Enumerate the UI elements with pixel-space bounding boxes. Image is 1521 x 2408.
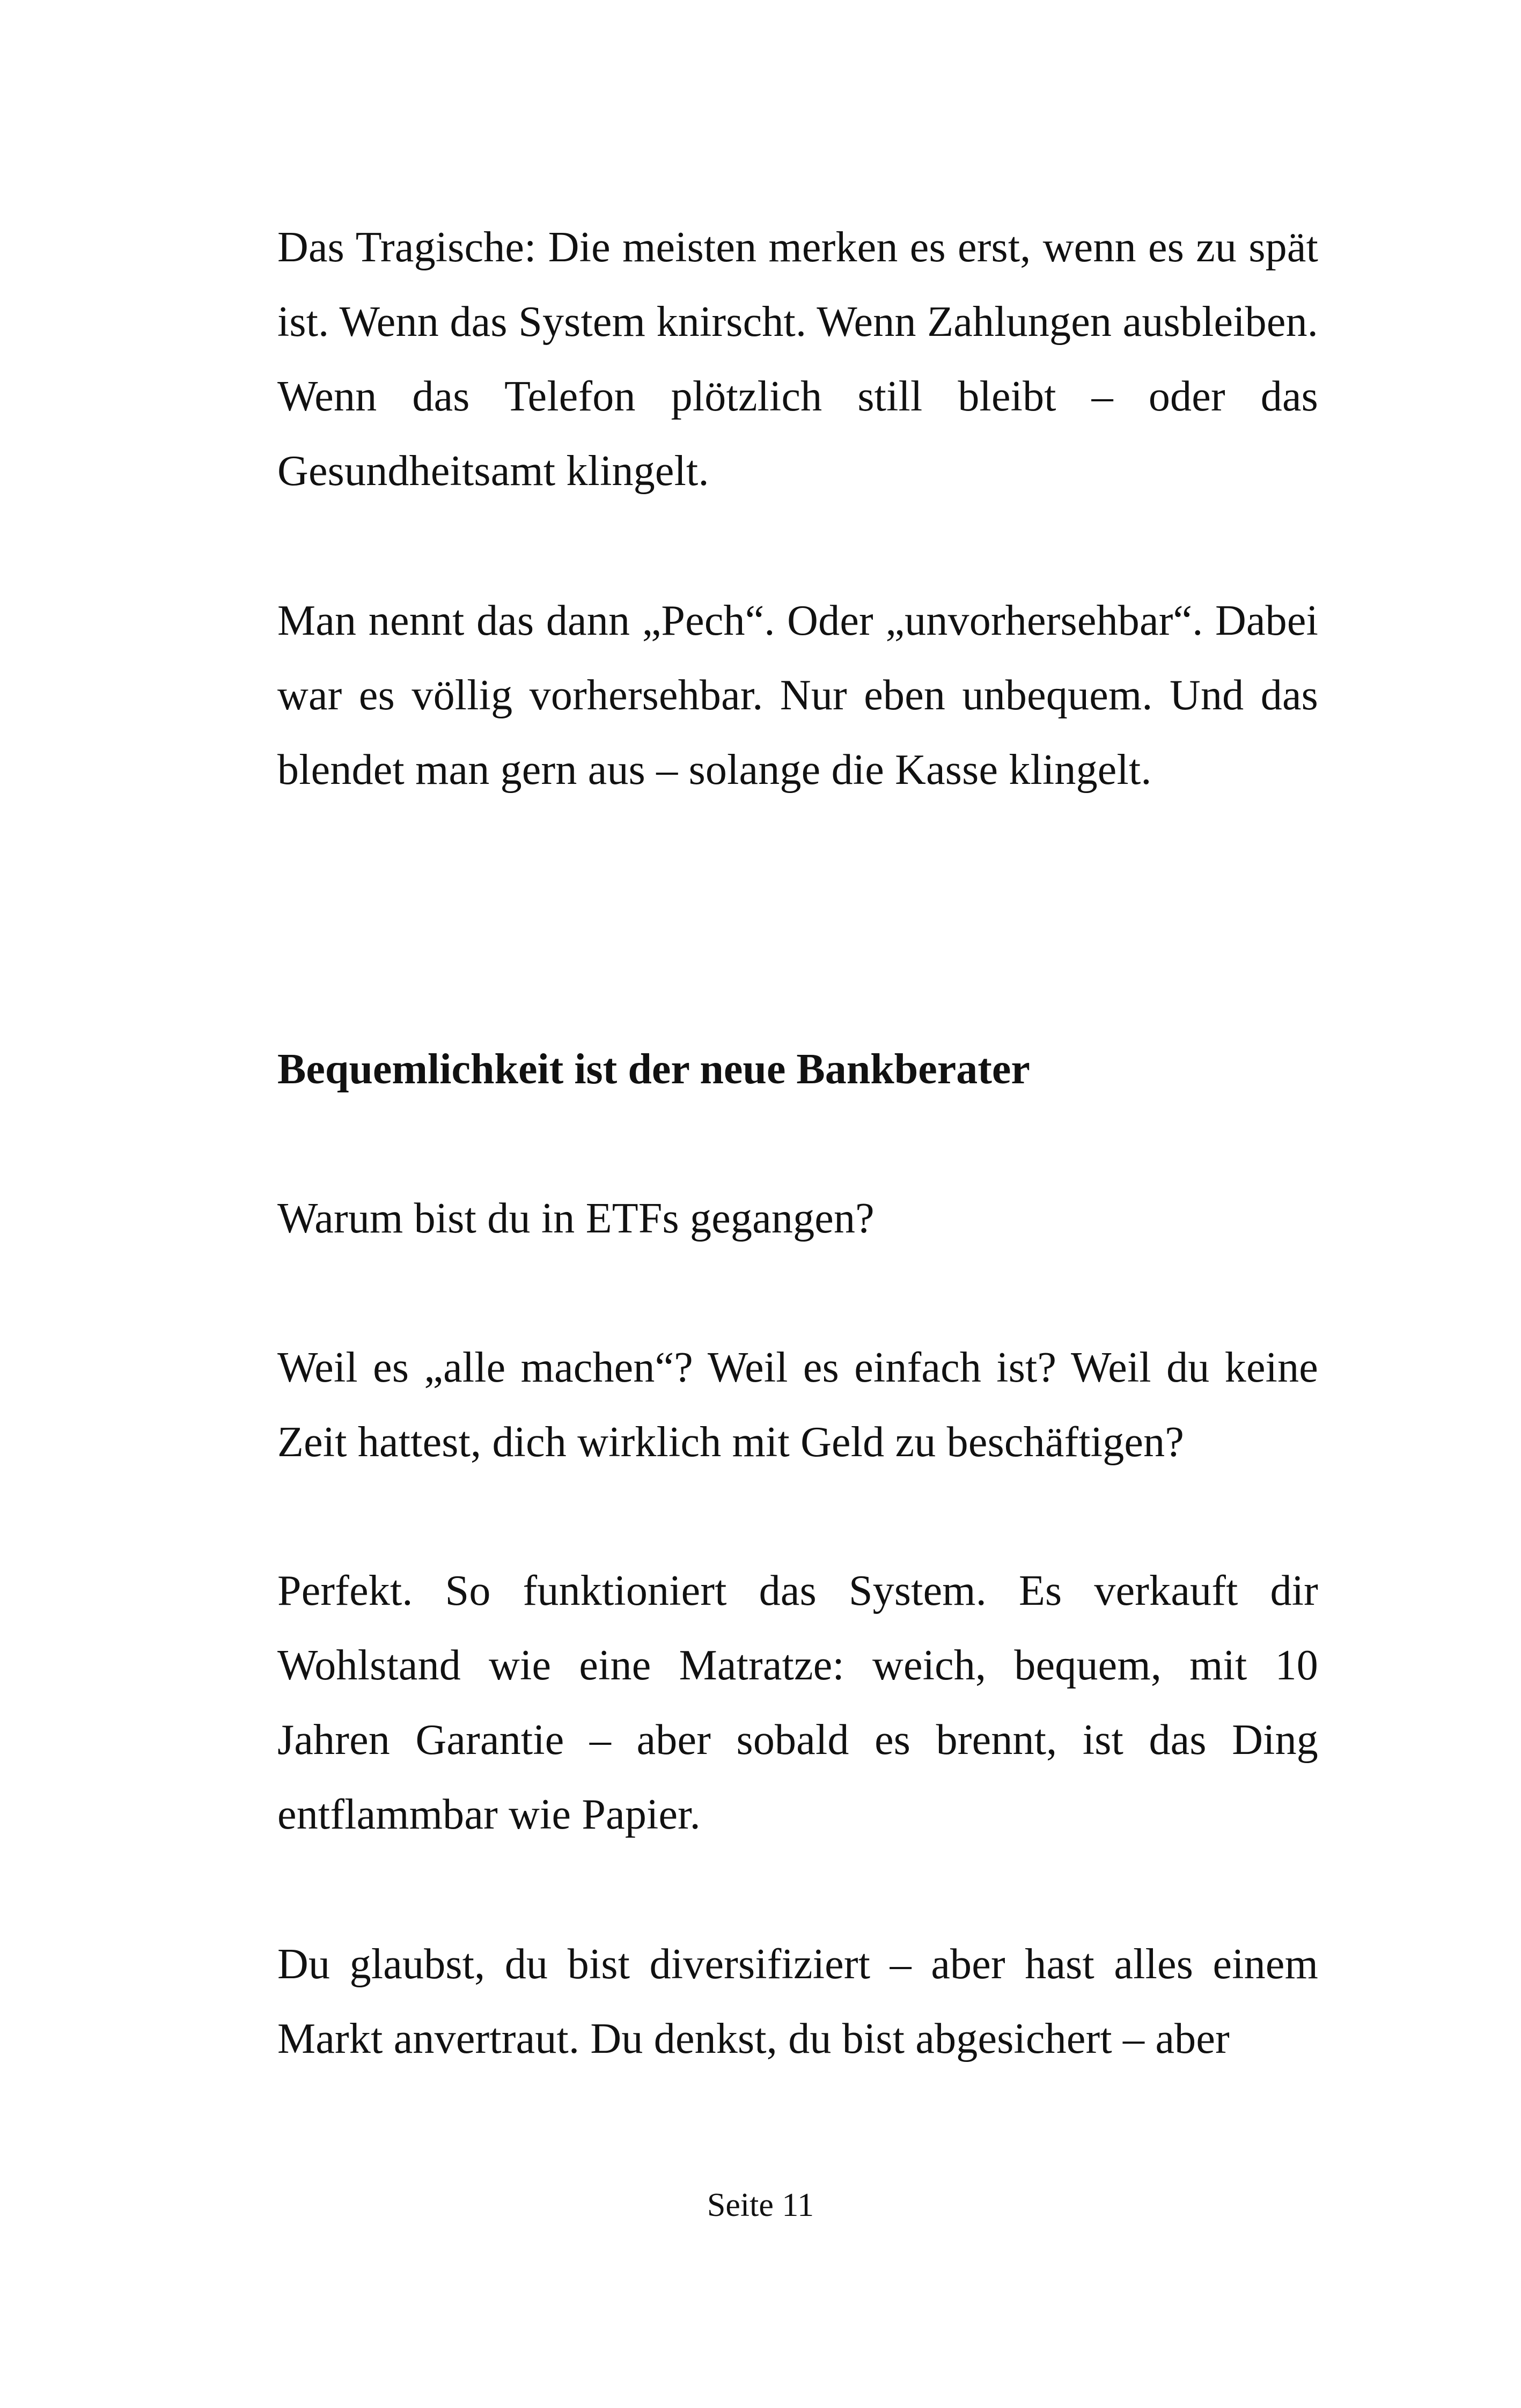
section-heading: Bequemlichkeit ist der neue Bankberater [277, 1046, 1030, 1093]
paragraph-reasons: Weil es „alle machen“? Weil es einfach ist? Weil du keine Zeit hattest, dich wirklich mit Geld zu beschäftigen? [277, 1344, 1318, 1466]
page-number: Seite 11 [707, 2187, 814, 2223]
paragraph-diversified: Du glaubst, du bist diversifiziert – aber hast alles einem Markt anvertraut. Du denkst, du bist abgesichert – aber [277, 1941, 1318, 2062]
paragraph-tragic: Das Tragische: Die meisten merken es erst, wenn es zu spät ist. Wenn das System knirscht. Wenn Zahlungen ausbleiben. Wenn das Telefon plötzlich still bleibt – oder das Gesundheitsamt klingelt. [277, 224, 1318, 495]
paragraph-question-etf: Warum bist du in ETFs gegangen? [277, 1195, 875, 1242]
paragraph-pech: Man nennt das dann „Pech“. Oder „unvorhersehbar“. Dabei war es völlig vorhersehbar. Nur eben unbequem. Und das blendet man gern aus – solange die Kasse klingelt. [277, 597, 1318, 794]
paragraph-system: Perfekt. So funktioniert das System. Es verkauft dir Wohlstand wie eine Matratze: weich, bequem, mit 10 Jahren Garantie – aber sobald es brennt, ist das Ding entflammbar wie Papier. [277, 1567, 1318, 1838]
